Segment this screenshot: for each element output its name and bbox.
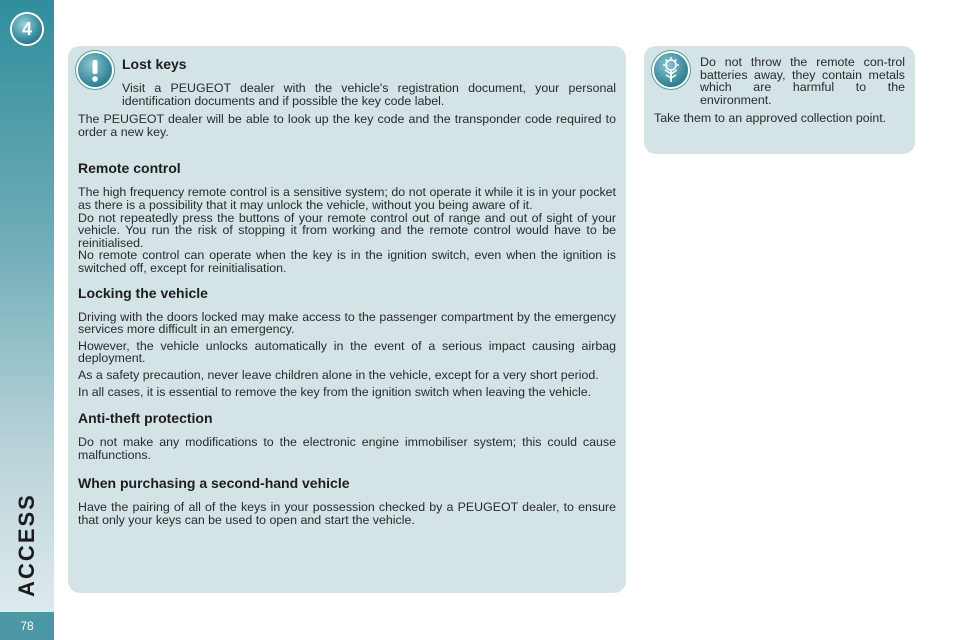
- remote-control-paragraph: Do not repeatedly press the buttons of your remote control out of range and out of sight of your vehicle. You run the risk of stopping it from working and the remote control would have to be reinitialised.: [78, 210, 616, 250]
- remote-control-paragraph: No remote control can operate when the key is in the ignition switch, even when the ignition is switched off, except for reinitialisation.: [78, 248, 616, 275]
- lost-keys-paragraph: Visit a PEUGEOT dealer with the vehicle's registration document, your personal identification documents and if possible the key code label.: [122, 81, 616, 108]
- environment-paragraph: Take them to an approved collection point.: [654, 111, 887, 126]
- environment-paragraph: Do not throw the remote con-trol batteries away, they contain metals which are harmful to the environment.: [700, 55, 905, 107]
- second-hand-paragraph: Have the pairing of all of the keys in your possession checked by a PEUGEOT dealer, to ensure that only your keys can be used to open and start the vehicle.: [78, 500, 616, 527]
- lost-keys-paragraph: The PEUGEOT dealer will be able to look up the key code and the transponder code required to order a new key.: [78, 112, 616, 139]
- second-hand-heading: When purchasing a second-hand vehicle: [78, 475, 350, 492]
- locking-paragraph: As a safety precaution, never leave children alone in the vehicle, except for a very short period.: [78, 367, 599, 382]
- anti-theft-heading: Anti-theft protection: [78, 410, 213, 427]
- remote-control-paragraph: The high frequency remote control is a sensitive system; do not operate it while it is in your pocket as there is a possibility that it may unlock the vehicle, without you being aware of it.: [78, 185, 616, 212]
- anti-theft-paragraph: Do not make any modifications to the electronic engine immobiliser system; this could cause malfunctions.: [78, 435, 616, 462]
- section-title: ACCESS: [14, 493, 39, 597]
- locking-paragraph: In all cases, it is essential to remove the key from the ignition switch when leaving the vehicle.: [78, 384, 592, 399]
- locking-paragraph: Driving with the doors locked may make access to the passenger compartment by the emergency services more difficult in an emergency.: [78, 309, 616, 337]
- locking-heading: Locking the vehicle: [78, 284, 208, 301]
- exclamation-icon: [78, 53, 112, 87]
- tree-icon: [654, 53, 688, 87]
- remote-control-heading: Remote control: [78, 160, 181, 177]
- main-info-panel: [68, 46, 626, 593]
- lost-keys-heading: Lost keys: [122, 56, 187, 72]
- chapter-badge: 4: [12, 14, 42, 44]
- locking-paragraph: However, the vehicle unlocks automatically in the event of a serious impact causing airbag deployment.: [78, 338, 616, 366]
- page-number: 78: [0, 612, 54, 640]
